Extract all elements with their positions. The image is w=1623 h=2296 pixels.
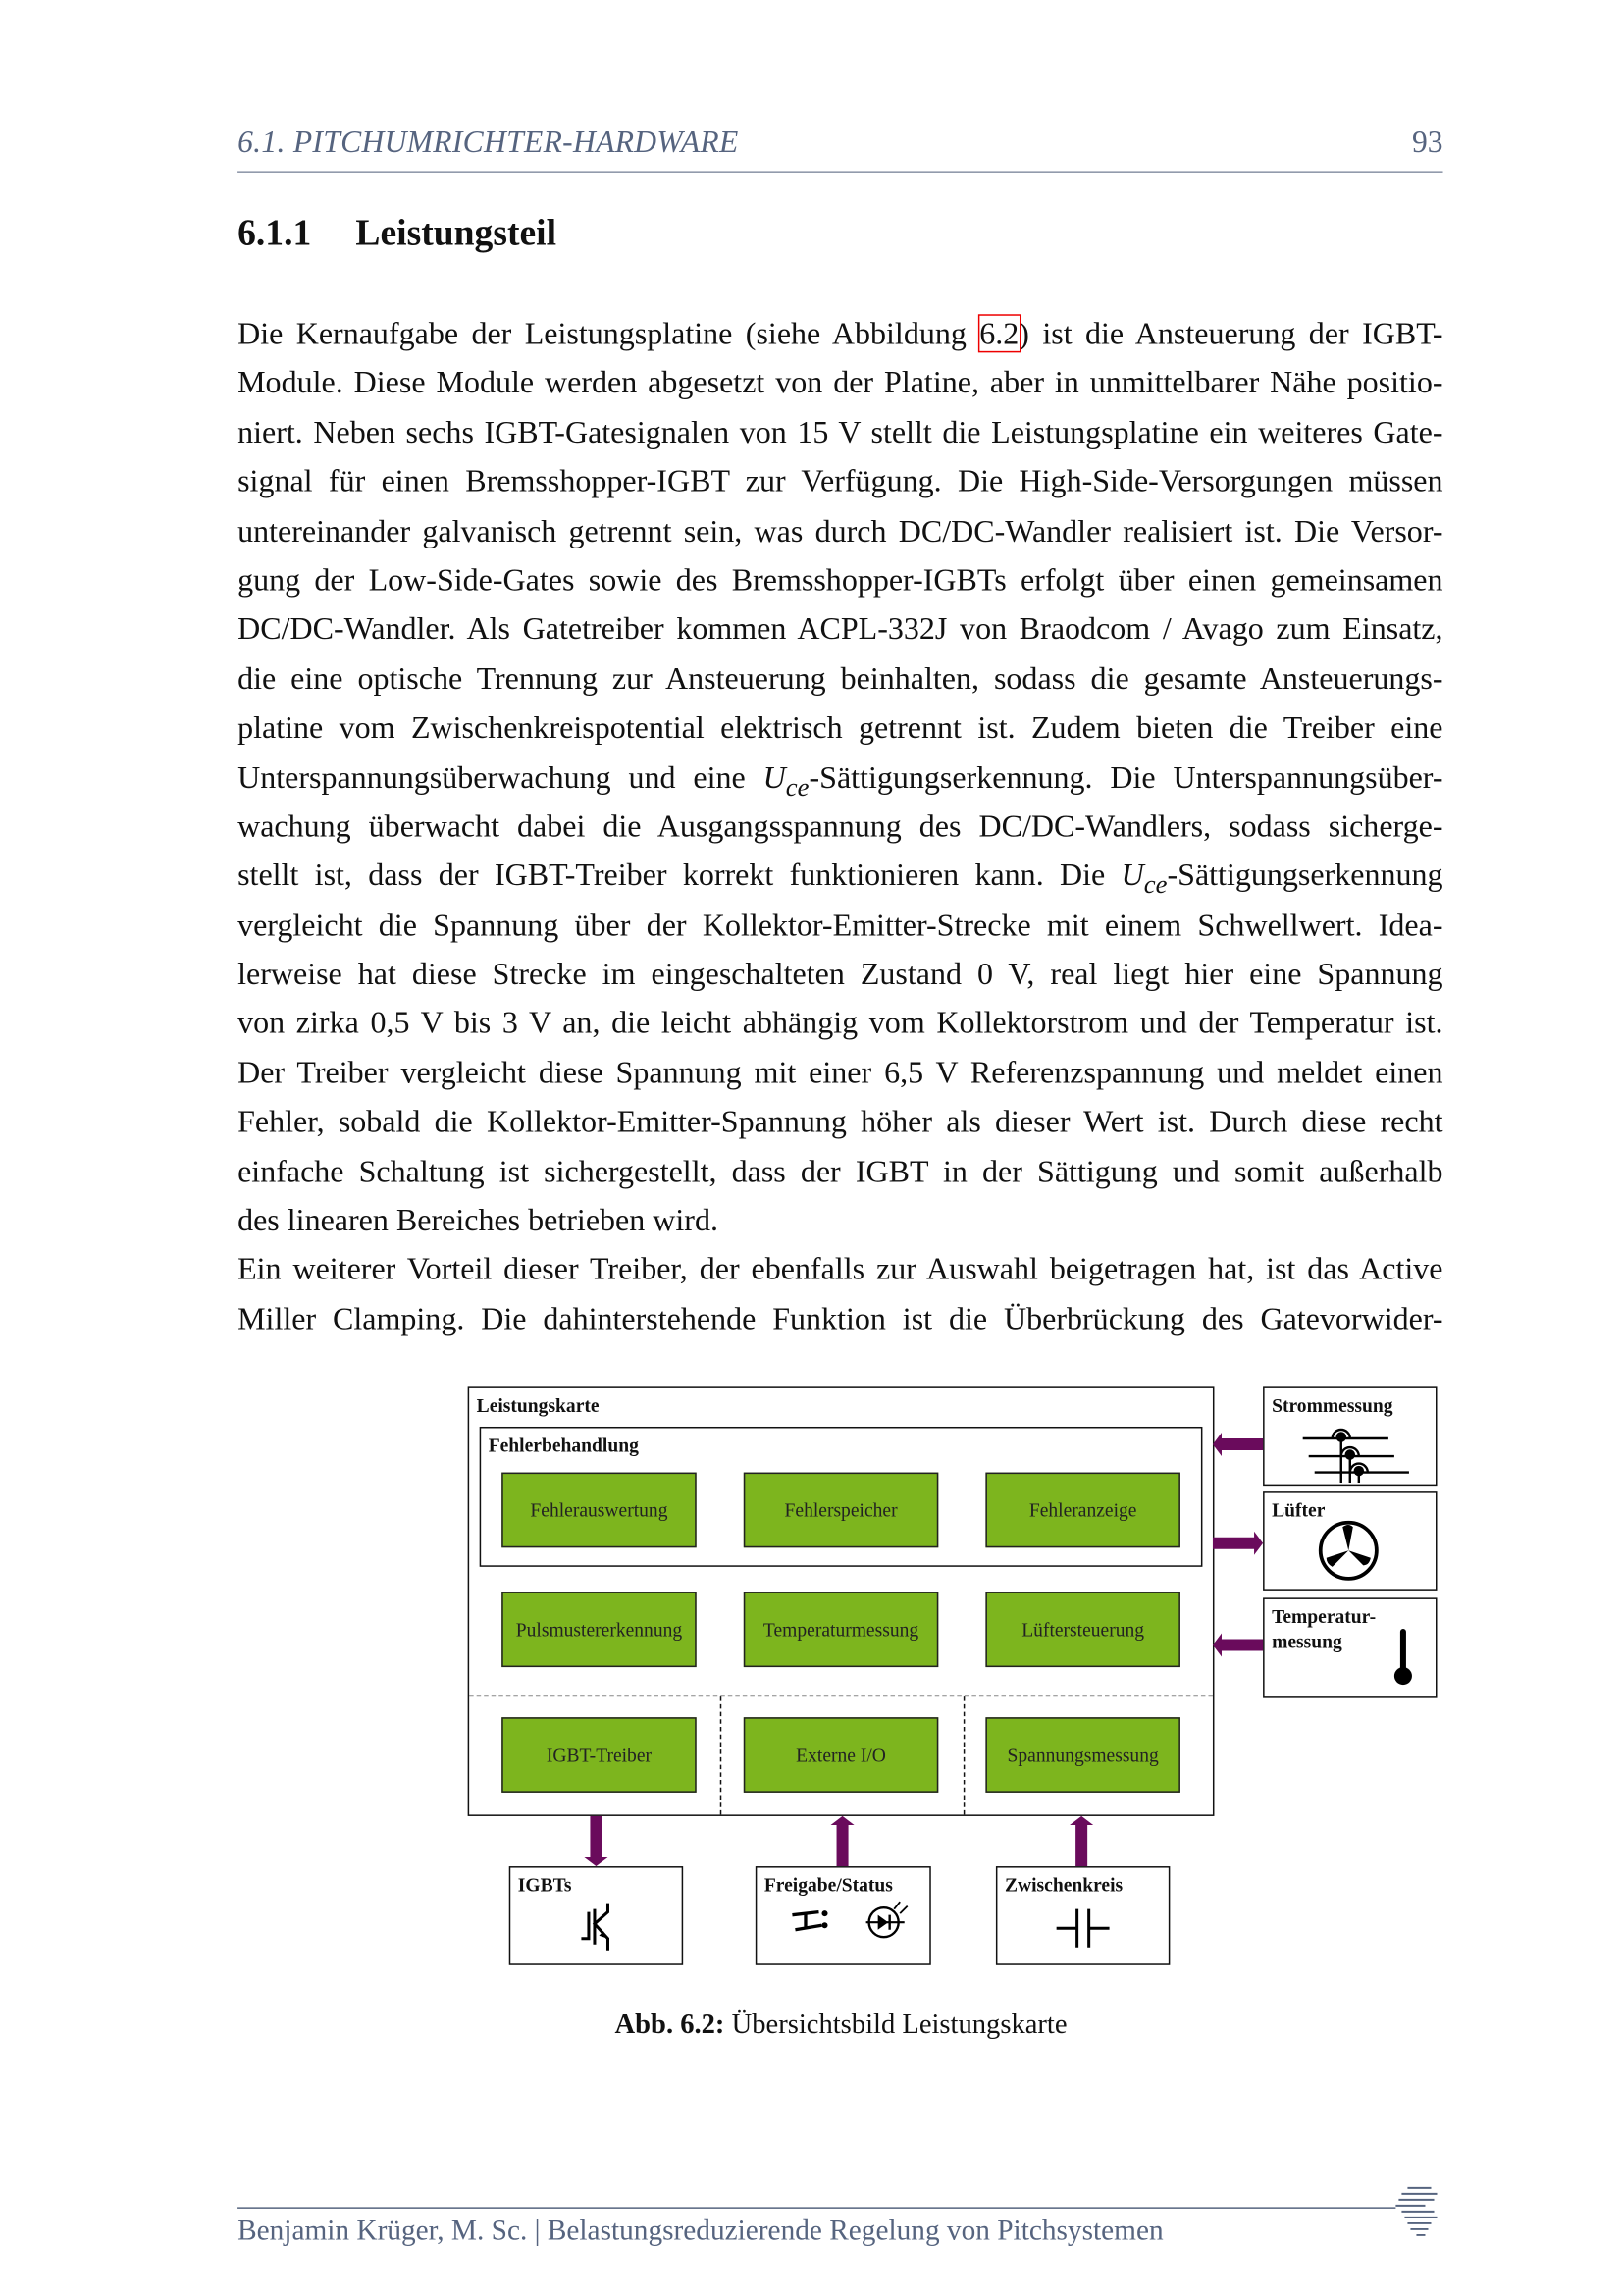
capacitor-icon — [1057, 1906, 1110, 1951]
text-line — [237, 1246, 1442, 1295]
led-icon — [864, 1898, 914, 1942]
fehlerbehandlung-label: Fehlerbehandlung — [488, 1434, 639, 1457]
leistungskarte-label: Leistungskarte — [476, 1393, 600, 1417]
text-run: Ein weiterer Vorteil dieser Treiber, der ebenfalls zur Auswahl beigetragen hat, ist das Active — [237, 1251, 1443, 1287]
zwischenkreis-label: Zwischenkreis — [1004, 1873, 1124, 1897]
text-line — [237, 457, 1442, 506]
footer-rule — [237, 2207, 1395, 2209]
block-externe-io: Externe I/O — [744, 1717, 938, 1793]
current-sensor-icon — [1300, 1424, 1412, 1483]
text-line — [237, 754, 1442, 803]
text-line-content — [237, 310, 1442, 359]
text-line-content — [237, 507, 1442, 556]
text-line — [237, 310, 1442, 359]
block-fehlerspeicher: Fehlerspeicher — [744, 1473, 938, 1548]
text-line-content — [237, 556, 1442, 605]
arrow-down-icon — [580, 1816, 612, 1866]
block-temperaturmessung: Temperaturmessung — [744, 1592, 938, 1667]
strommessung-box — [1263, 1386, 1437, 1486]
text-line — [237, 803, 1442, 852]
text-run: die eine optische Trennung zur Ansteuerung beinhalten, sodass die gesamte Ansteuerungs- — [237, 660, 1443, 697]
igbts-label: IGBTs — [517, 1873, 572, 1897]
text-line — [237, 359, 1442, 408]
text-run: des linearen Bereiches betrieben wird. — [237, 1202, 718, 1238]
block-spannungsmessung: Spannungsmessung — [985, 1717, 1179, 1793]
text-line-content — [237, 1147, 1442, 1196]
temperaturmessung-label — [1272, 1603, 1376, 1653]
strommessung-label: Strommessung — [1272, 1393, 1393, 1417]
text-line-content — [237, 1196, 1442, 1245]
text-line — [237, 852, 1442, 901]
arrow-right-icon — [1213, 1527, 1266, 1559]
section-title: Leistungsteil — [355, 214, 557, 254]
lufter-box — [1263, 1491, 1437, 1591]
block-fehlerauswertung: Fehlerauswertung — [501, 1473, 696, 1548]
dashed-divider — [964, 1696, 966, 1814]
text-run: niert. Neben sechs IGBT-Gatesignalen von 15 V stellt die Leistungsplatine ein weiteres Gate- — [237, 414, 1443, 450]
text-run: Unterspannungsüberwachung und eine — [237, 758, 763, 795]
text-line-content — [237, 605, 1442, 654]
page-number: 93 — [1411, 124, 1443, 160]
header-rule — [237, 171, 1442, 173]
math-subscript: ce — [785, 771, 810, 802]
lufter-label: Lüfter — [1272, 1498, 1326, 1522]
text-line — [237, 654, 1442, 704]
text-line-content — [237, 1049, 1442, 1098]
label-line: Temperatur- — [1272, 1604, 1377, 1628]
text-line — [237, 1295, 1442, 1344]
block-pulsmustererkennung: Pulsmustererkennung — [501, 1592, 696, 1667]
fan-icon — [1318, 1520, 1380, 1582]
text-line-content — [237, 704, 1442, 753]
block-fehleranzeige: Fehleranzeige — [985, 1473, 1179, 1548]
text-line-content — [237, 457, 1442, 506]
text-run: untereinander galvanisch getrennt sein, was durch DC/DC-Wandler realisiert ist. Die Versor- — [237, 512, 1443, 548]
arrow-up-icon — [826, 1816, 859, 1866]
text-line — [237, 556, 1442, 605]
text-run: -Sättigungserkennung. Die Unterspannungsüber- — [809, 758, 1443, 795]
figure-caption — [0, 2009, 1623, 2042]
text-line-content — [237, 1295, 1442, 1344]
igbt-symbol-icon — [578, 1901, 619, 1954]
label-line: messung — [1272, 1630, 1342, 1653]
text-line-content — [237, 1000, 1442, 1049]
thermometer-icon — [1391, 1626, 1415, 1688]
text-line-content — [237, 1246, 1442, 1295]
text-run: Die Kernaufgabe der Leistungsplatine (siehe Abbildung — [237, 315, 980, 351]
text-line-content — [237, 654, 1442, 704]
caption-text: Übersichtsbild Leistungskarte — [724, 2009, 1068, 2041]
text-line — [237, 1049, 1442, 1098]
dashed-divider — [469, 1696, 1213, 1697]
text-run: von zirka 0,5 V bis 3 V an, die leicht abhängig vom Kollektorstrom und der Temperatur ist. — [237, 1005, 1443, 1041]
dashed-divider — [720, 1696, 722, 1814]
text-run: wachung überwacht dabei die Ausgangsspannung des DC/DC-Wandlers, sodass sicherge- — [237, 808, 1443, 844]
text-run: gung der Low-Side-Gates sowie des Bremsshopper-IGBTs erfolgt über einen gemeinsamen — [237, 561, 1443, 598]
text-line-content — [237, 803, 1442, 852]
arrow-left-icon — [1213, 1629, 1266, 1661]
freigabe-status-box — [756, 1866, 931, 1965]
text-line — [237, 1098, 1442, 1147]
freigabe-status-label: Freigabe/Status — [763, 1873, 893, 1897]
text-run: -Sättigungserkennung — [1167, 858, 1443, 894]
text-line-content — [237, 901, 1442, 950]
text-line-content — [237, 852, 1442, 901]
zwischenkreis-box — [996, 1866, 1170, 1965]
igbts-box — [509, 1866, 683, 1965]
text-line — [237, 1196, 1442, 1245]
arrow-left-icon — [1213, 1428, 1266, 1460]
text-line-content — [237, 950, 1442, 999]
section-number: 6.1.1 — [237, 214, 312, 254]
block-luftersteuerung: Lüftersteuerung — [985, 1592, 1179, 1667]
temperaturmessung-box — [1263, 1597, 1437, 1697]
text-line-content — [237, 754, 1442, 803]
math-symbol: U — [762, 758, 786, 795]
switch-icon — [789, 1904, 836, 1939]
text-line — [237, 901, 1442, 950]
math-subscript: ce — [1143, 869, 1168, 900]
figure-reference-link[interactable]: 6.2 — [979, 315, 1020, 351]
text-run: Module. Diese Module werden abgesetzt von der Platine, aber in unmittelbarer Nähe positio- — [237, 364, 1443, 401]
text-run: platine vom Zwischenkreispotential elektrisch getrennt ist. Zudem bieten die Treiber eine — [237, 709, 1443, 746]
text-line — [237, 950, 1442, 999]
arrow-up-icon — [1066, 1816, 1098, 1866]
body-paragraphs — [237, 310, 1442, 1344]
text-run: Miller Clamping. Die dahinterstehende Funktion ist die Überbrückung des Gatevorwider- — [237, 1300, 1443, 1336]
text-line — [237, 408, 1442, 457]
text-run: lerweise hat diese Strecke im eingeschalteten Zustand 0 V, real liegt hier eine Spannung — [237, 956, 1443, 992]
text-run: vergleicht die Spannung über der Kollektor-Emitter-Strecke mit einem Schwellwert. Idea- — [237, 907, 1443, 943]
text-line-content — [237, 408, 1442, 457]
text-run: ) ist die Ansteuerung der IGBT- — [1019, 315, 1443, 351]
section-heading — [237, 214, 556, 255]
text-run: einfache Schaltung ist sichergestellt, dass der IGBT in der Sättigung und somit außerhalb — [237, 1153, 1443, 1189]
block-igbt-treiber: IGBT-Treiber — [501, 1717, 696, 1793]
text-run: signal für einen Bremsshopper-IGBT zur Verfügung. Die High-Side-Versorgungen müssen — [237, 463, 1443, 499]
footer-text: Benjamin Krüger, M. Sc. | Belastungsreduzierende Regelung von Pitchsystemen — [237, 2216, 1164, 2247]
text-run: stellt ist, dass der IGBT-Treiber korrekt funktionieren kann. Die — [237, 858, 1122, 894]
running-header-title: 6.1. PITCHUMRICHTER-HARDWARE — [237, 124, 739, 160]
text-run: DC/DC-Wandler. Als Gatetreiber kommen ACPL-332J von Braodcom / Avago zum Einsatz, — [237, 611, 1443, 648]
text-line — [237, 1147, 1442, 1196]
text-line — [237, 605, 1442, 654]
caption-label: Abb. 6.2: — [614, 2009, 725, 2041]
text-line-content — [237, 1098, 1442, 1147]
text-line — [237, 704, 1442, 753]
text-run: Der Treiber vergleicht diese Spannung mit einer 6,5 V Referenzspannung und meldet einen — [237, 1054, 1443, 1090]
text-line — [237, 507, 1442, 556]
math-symbol: U — [1121, 858, 1144, 894]
text-line — [237, 1000, 1442, 1049]
text-line-content — [237, 359, 1442, 408]
university-lion-logo-icon — [1392, 2183, 1442, 2242]
text-run: Fehler, sobald die Kollektor-Emitter-Spannung höher als dieser Wert ist. Durch diese recht — [237, 1104, 1443, 1140]
